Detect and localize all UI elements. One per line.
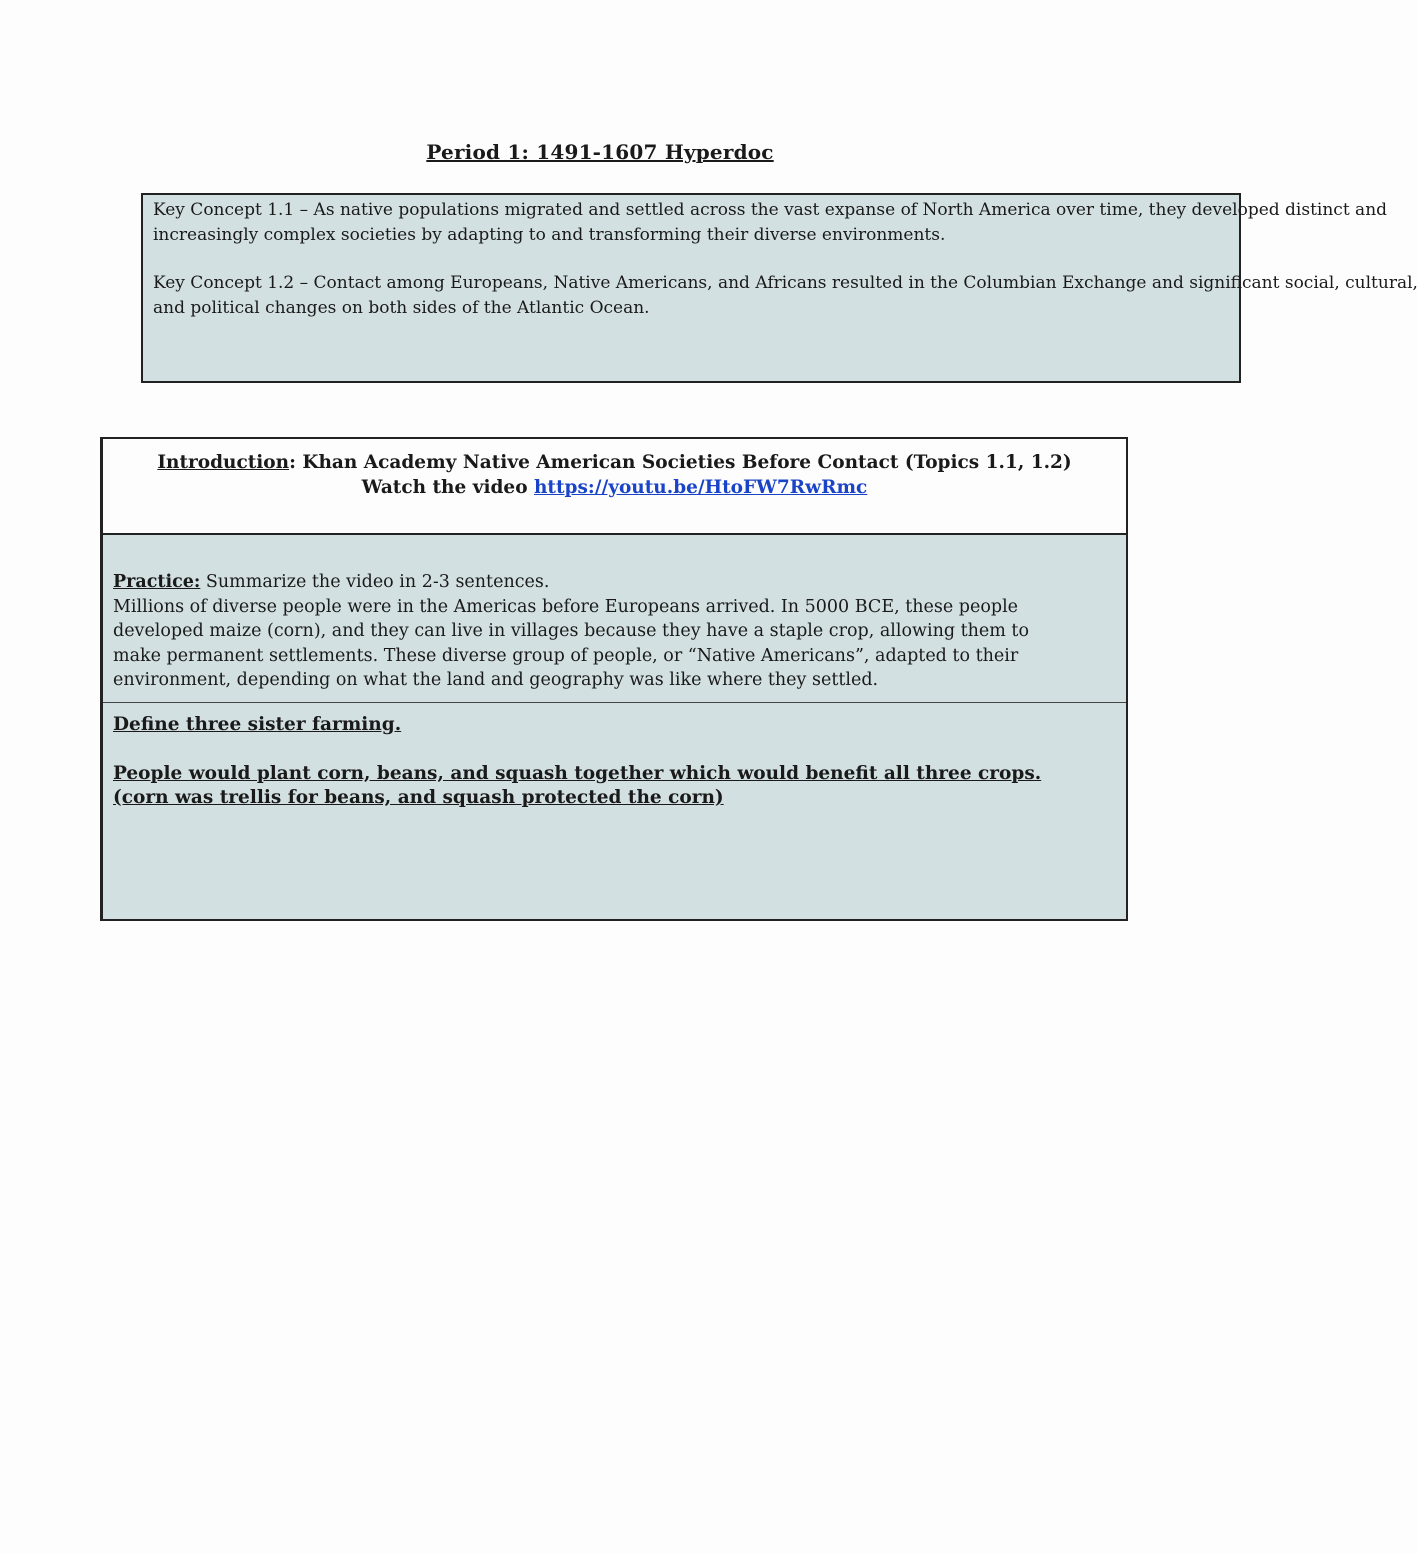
key-concept-1-2-line-1: Key Concept 1.2 – Contact among Europeans, Native Americans, and Africans resulted in the Columbian Exchange and significant social, cultural, (153, 273, 1418, 293)
key-concepts-box (141, 193, 1418, 383)
practice-cell[interactable] (103, 535, 1126, 703)
key-concept-1-2 (153, 271, 1418, 320)
key-concept-1-1-line-1: Key Concept 1.1 – As native populations migrated and settled across the vast expanse of North America over time, they developed distinct and (153, 200, 1388, 220)
practice-answer-line-3: make permanent settlements. These diverse group of people, or “Native Americans”, adapted to their (113, 645, 1019, 666)
introduction-cell (103, 439, 1126, 535)
define-answer-line-2: (corn was trellis for beans, and squash protected the corn) (113, 787, 724, 808)
watch-video-text: Watch the video (361, 476, 534, 498)
video-link[interactable]: https://youtu.be/HtoFW7RwRmc (533, 476, 868, 498)
key-concept-1-1 (153, 198, 1388, 247)
practice-label: Practice: (113, 572, 201, 592)
define-answer (113, 762, 1116, 811)
page-title: Period 1: 1491-1607 Hyperdoc (426, 140, 774, 164)
define-answer-line-1: People would plant corn, beans, and squash together which would benefit all three crops. (113, 762, 1042, 784)
hyperdoc-table (100, 437, 1128, 921)
key-concept-1-2-line-2: and political changes on both sides of the Atlantic Ocean. (153, 297, 650, 318)
practice-answer-line-2: developed maize (corn), and they can live in villages because they have a staple crop, allowing them to (113, 621, 1029, 641)
practice-answer-line-1: Millions of diverse people were in the Americas before Europeans arrived. In 5000 BCE, these people (113, 596, 1019, 617)
introduction-label: Introduction (157, 452, 290, 473)
define-cell[interactable] (103, 703, 1126, 919)
practice-prompt: Summarize the video in 2-3 sentences. (200, 572, 550, 592)
key-concept-1-1-line-2: increasingly complex societies by adapting to and transforming their diverse environments. (153, 224, 946, 245)
define-prompt: Define three sister farming. (113, 714, 402, 735)
introduction-text: : Khan Academy Native American Societies Before Contact (Topics 1.1, 1.2) (289, 452, 1072, 473)
practice-answer-line-4: environment, depending on what the land and geography was like where they settled. (113, 670, 879, 690)
